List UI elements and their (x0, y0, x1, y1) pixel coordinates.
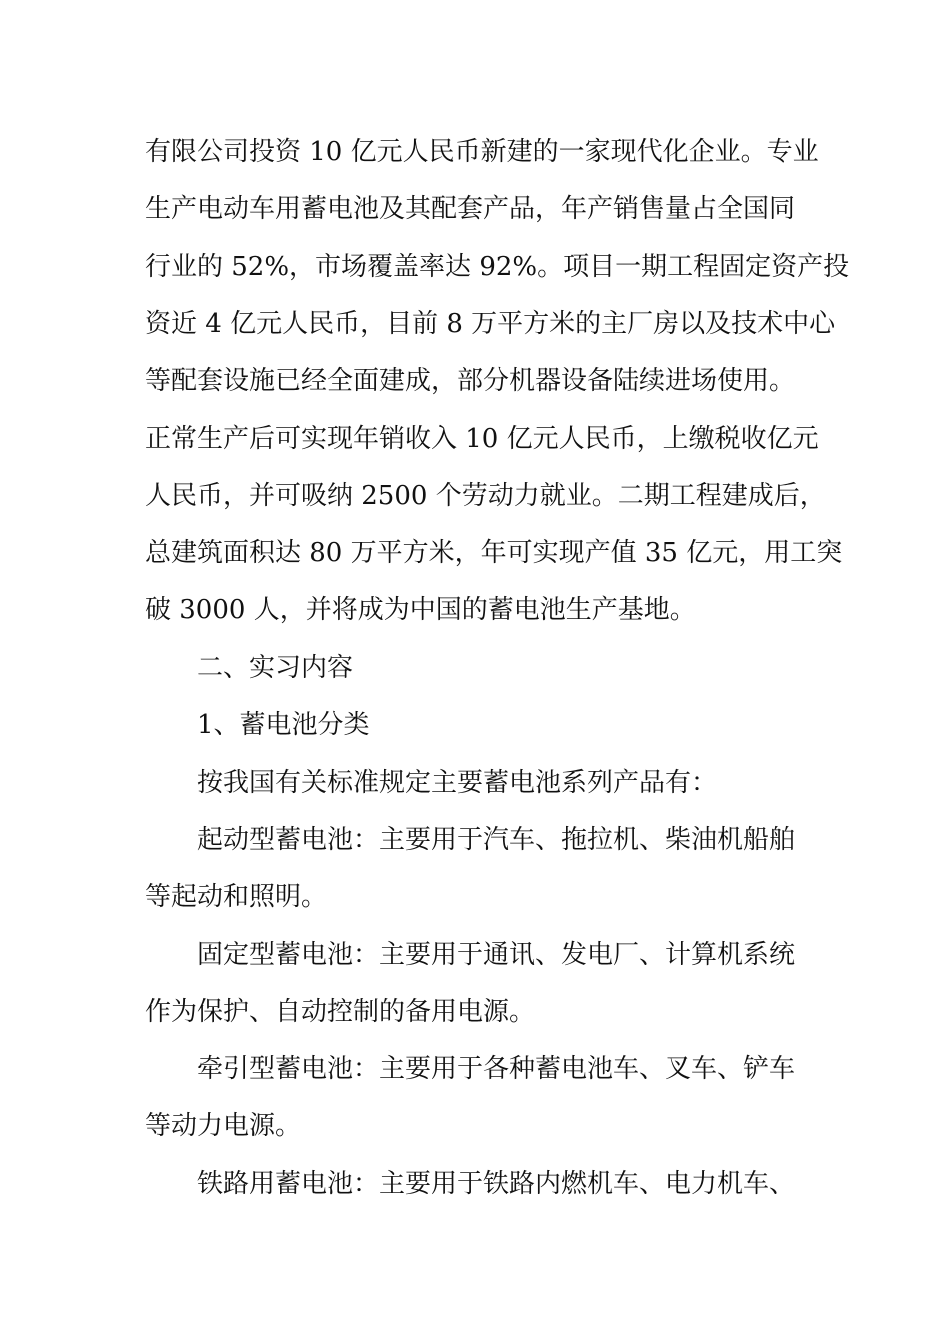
paragraph-line: 资近 4 亿元人民币，目前 8 万平方米的主厂房以及技术中心 (145, 309, 836, 339)
paragraph-line: 正常生产后可实现年销收入 10 亿元人民币，上缴税收亿元 (145, 424, 819, 454)
paragraph-line: 破 3000 人，并将成为中国的蓄电池生产基地。 (145, 595, 696, 625)
paragraph-line: 总建筑面积达 80 万平方米，年可实现产值 35 亿元，用工突 (145, 538, 843, 568)
paragraph-line: 按我国有关标准规定主要蓄电池系列产品有： (197, 768, 718, 798)
section-heading: 二、实习内容 (197, 653, 354, 683)
paragraph-line: 等起动和照明。 (145, 882, 328, 912)
paragraph-line: 作为保护、自动控制的备用电源。 (145, 997, 536, 1027)
paragraph-line: 等动力电源。 (145, 1111, 302, 1141)
paragraph-line: 有限公司投资 10 亿元人民币新建的一家现代化企业。专业 (145, 137, 819, 167)
paragraph-line: 固定型蓄电池：主要用于通讯、发电厂、计算机系统 (197, 940, 796, 970)
paragraph-line: 人民币，并可吸纳 2500 个劳动力就业。二期工程建成后， (145, 481, 826, 511)
paragraph-line: 行业的 52%，市场覆盖率达 92%。项目一期工程固定资产投 (145, 252, 850, 282)
paragraph-line: 生产电动车用蓄电池及其配套产品，年产销售量占全国同 (145, 194, 796, 224)
paragraph-line: 起动型蓄电池：主要用于汽车、拖拉机、柴油机船舶 (197, 825, 796, 855)
subsection-heading: 1、蓄电池分类 (197, 710, 370, 740)
paragraph-line: 牵引型蓄电池：主要用于各种蓄电池车、叉车、铲车 (197, 1054, 796, 1084)
paragraph-line: 铁路用蓄电池：主要用于铁路内燃机车、电力机车、 (197, 1169, 796, 1199)
paragraph-line: 等配套设施已经全面建成，部分机器设备陆续进场使用。 (145, 366, 796, 396)
